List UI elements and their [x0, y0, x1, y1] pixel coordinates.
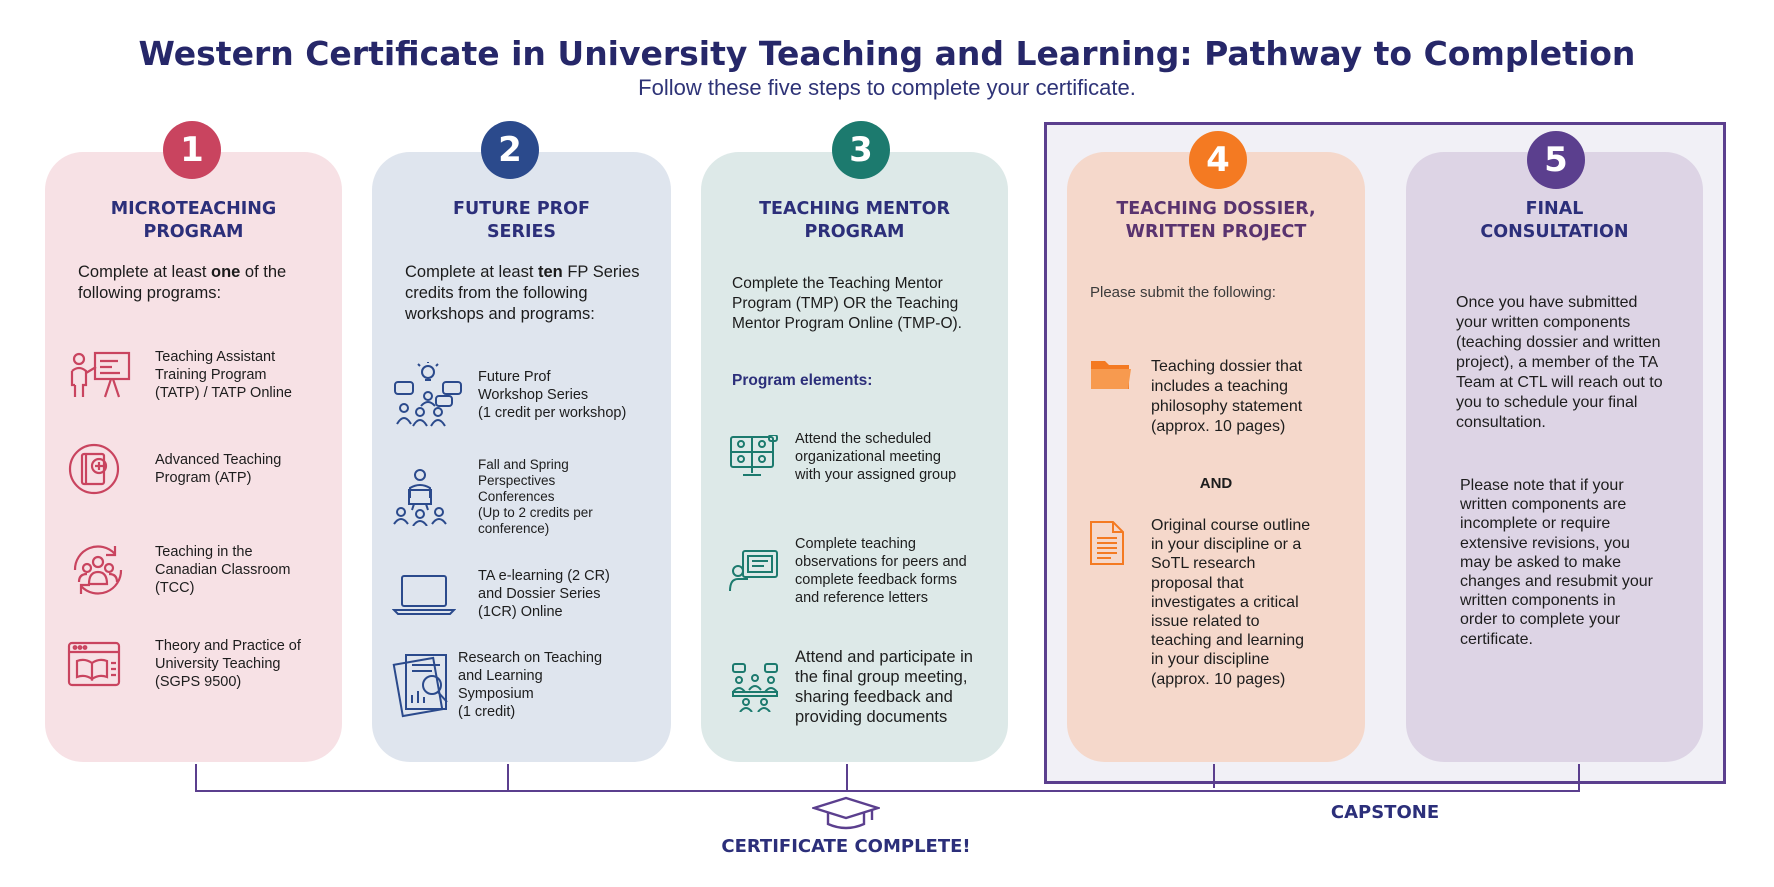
group-cycle-icon: [67, 540, 155, 600]
step2-number-badge: 2: [481, 121, 539, 179]
step2-item-label: Research on Teaching and Learning Symposium (1 credit): [458, 650, 603, 720]
graduation-cap-icon: [812, 796, 880, 832]
step4-intro: Please submit the following:: [1090, 284, 1276, 301]
podium-audience-icon: [392, 468, 478, 526]
step4-card: [1067, 152, 1365, 762]
step1-intro: Complete at least one of the following programs:: [78, 263, 287, 302]
step2-title: FUTURE PROF SERIES: [453, 199, 590, 242]
connector-drop-5: [1578, 764, 1580, 792]
step4-item-dossier: [1089, 357, 1302, 437]
connector-line: [195, 790, 1580, 792]
step5-paragraph-1: Once you have submitted your written components (teaching dossier and written project), a member of the TA Team at CTL will reach out to you to schedule your final consultation.: [1456, 294, 1663, 431]
step4-item-outline: [1089, 516, 1310, 689]
step5-number-badge: 5: [1527, 131, 1585, 189]
step3-card: [701, 152, 1008, 762]
presenter-board-icon: [67, 351, 155, 399]
step3-item-orientation: [729, 430, 956, 484]
folder-icon: [1089, 357, 1151, 393]
step3-number-badge: 3: [832, 121, 890, 179]
step1-item-tatp: [67, 348, 292, 402]
step4-item-label: Teaching dossier that includes a teaching philosophy statement (approx. 10 pages): [1151, 358, 1303, 435]
step2-item-label: TA e-learning (2 CR) and Dossier Series (1CR) Online: [478, 568, 610, 620]
step4-title: TEACHING DOSSIER, WRITTEN PROJECT: [1116, 199, 1316, 242]
laptop-icon: [392, 572, 478, 616]
step2-item-conferences: [392, 457, 593, 537]
research-document-icon: [392, 651, 458, 719]
certificate-complete-label: CERTIFICATE COMPLETE!: [721, 836, 971, 857]
workshop-discussion-icon: [392, 362, 478, 428]
step3-elements-heading: Program elements:: [732, 372, 873, 389]
connector-drop-2: [507, 764, 509, 792]
step1-item-sgps: [67, 637, 301, 691]
step2-item-symposium: [392, 649, 602, 721]
step1-item-label: Theory and Practice of University Teaching (SGPS 9500): [155, 638, 301, 690]
online-book-icon: [67, 641, 155, 687]
step2-item-workshops: [392, 362, 626, 428]
step2-item-elearning: [392, 567, 610, 621]
connector-drop-1: [195, 764, 197, 792]
observation-presentation-icon: [729, 549, 795, 593]
step2-intro: Complete at least ten FP Series credits from the following workshops and programs:: [405, 263, 640, 323]
step3-item-label: Complete teaching observations for peers and complete feedback forms and reference letters: [795, 536, 967, 606]
step3-intro: Complete the Teaching Mentor Program (TMP) OR the Teaching Mentor Program Online (TMP-O).: [732, 275, 962, 332]
step4-number-badge: 4: [1189, 131, 1247, 189]
capstone-label: CAPSTONE: [1330, 802, 1440, 823]
step3-item-label: Attend the scheduled organizational meeting with your assigned group: [795, 431, 957, 483]
step2-card: [372, 152, 671, 762]
step3-item-observations: [729, 535, 967, 607]
step1-item-atp: [67, 442, 281, 496]
step5-title: FINAL CONSULTATION: [1480, 199, 1629, 242]
page-title: Western Certificate in University Teaching and Learning: Pathway to Completion: [138, 34, 1636, 73]
book-plus-icon: [67, 442, 155, 496]
step4-and-label: AND: [1199, 475, 1233, 492]
step1-item-label: Advanced Teaching Program (ATP): [155, 452, 282, 486]
step3-item-label: Attend and participate in the final group meeting, sharing feedback and providing documents: [795, 648, 973, 726]
step3-title: TEACHING MENTOR PROGRAM: [759, 199, 950, 242]
document-icon: [1089, 516, 1151, 566]
step3-item-final-meeting: [729, 647, 973, 727]
connector-drop-3: [846, 764, 848, 792]
video-meeting-icon: [729, 435, 795, 479]
step5-paragraph-2: Please note that if your written components are incomplete or require extensive revisions, you may be asked to make changes and resubmit your written components in order to complete your certificate.: [1460, 477, 1653, 648]
step1-item-tcc: [67, 540, 290, 600]
step1-item-label: Teaching in the Canadian Classroom (TCC): [155, 544, 291, 596]
step1-title: MICROTEACHING PROGRAM: [110, 199, 277, 242]
group-meeting-icon: [729, 662, 795, 712]
step2-item-label: Fall and Spring Perspectives Conferences (Up to 2 credits per conference): [478, 457, 593, 536]
step1-item-label: Teaching Assistant Training Program (TATP) / TATP Online: [155, 349, 292, 401]
step1-card: [45, 152, 342, 762]
connector-drop-4: [1213, 764, 1215, 788]
step1-number-badge: 1: [163, 121, 221, 179]
step2-item-label: Future Prof Workshop Series (1 credit per workshop): [478, 369, 627, 421]
page-subtitle: Follow these five steps to complete your certificate.: [638, 75, 1136, 100]
step4-item-label: Original course outline in your discipline or a SoTL research proposal that investigates a critical issue related to teaching and learning in your discipline (approx. 10 pages): [1151, 517, 1311, 688]
step5-card: [1406, 152, 1703, 762]
